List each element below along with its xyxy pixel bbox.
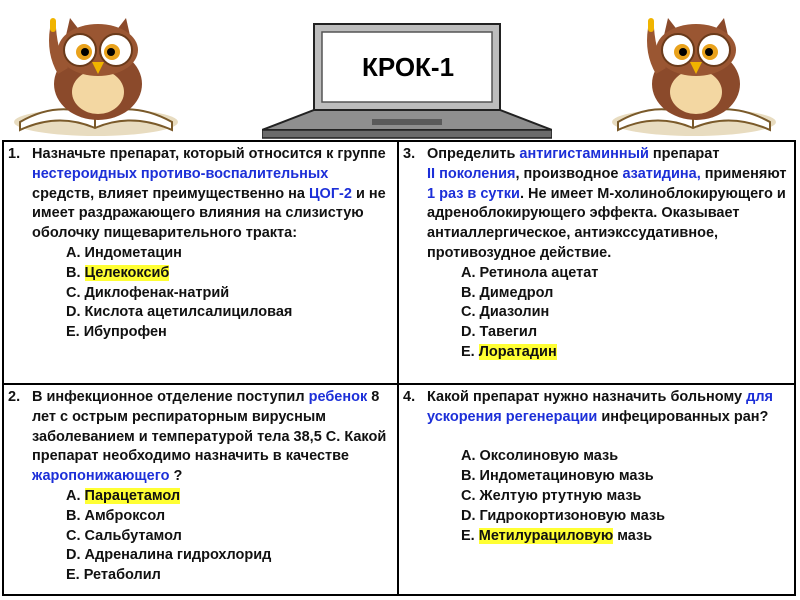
question-card-3 [399, 142, 794, 385]
answer-option[interactable]: C. Диклофенак-натрий [66, 284, 230, 301]
answer-options [66, 487, 391, 586]
answer-option[interactable]: C. Сальбутамол [66, 527, 182, 544]
answer-option[interactable]: D. Гидрокортизоновую мазь [461, 507, 666, 524]
answer-option[interactable]: C. Желтую ртутную мазь [461, 487, 642, 504]
page-title: КРОК-1 [361, 52, 455, 82]
answer-options [66, 244, 391, 343]
answer-option-correct[interactable]: B. Целекоксиб [66, 264, 170, 281]
question-text: Какой препарат нужно назначить больному для ускорения регенерации инфецированных ран? [427, 389, 773, 425]
answer-option-correct[interactable]: E. Метилурациловую мазь [461, 527, 653, 544]
answer-option[interactable]: B. Димедрол [461, 284, 554, 301]
answer-option-correct[interactable]: E. Лоратадин [461, 343, 557, 360]
question-number: 1. [8, 146, 21, 162]
question-number: 3. [403, 146, 416, 162]
answer-option[interactable]: A. Ретинола ацетат [461, 264, 599, 281]
question-card-1 [4, 142, 399, 385]
question-number: 2. [8, 389, 21, 405]
answer-option[interactable]: E. Ретаболил [66, 567, 161, 584]
owl-reading-book-illustration-right [604, 4, 782, 138]
answer-option[interactable]: E. Ибупрофен [66, 324, 167, 341]
answer-option-correct[interactable]: A. Парацетамол [66, 487, 181, 504]
answer-option[interactable]: A. Индометацин [66, 244, 182, 261]
answer-option[interactable]: A. Оксолиновую мазь [461, 448, 619, 465]
answer-option[interactable]: D. Кислота ацетилсалициловая [66, 304, 293, 321]
answer-option[interactable]: D. Тавегил [461, 324, 538, 341]
question-number: 4. [403, 389, 416, 405]
questions-table [2, 140, 796, 596]
question-text: Определить антигистаминный препарат II поколения, производное азатидина, применяют 1 раз в сутки. Не имеет М-холиноблокирующего и адреноблокирующего эффекта. Оказывает антиаллергическое, антиэкссудативное, противозудное действие. [427, 146, 787, 261]
question-text: Назначьте препарат, который относится к группе нестероидных противо-воспалительных средств, влияет преимущественно на ЦОГ-2 и не имеет раздражающего влияния на слизистую оболочку пищеварительного тракта: [32, 146, 386, 242]
question-text: В инфекционное отделение поступил ребенок 8 лет с острым респираторным вирусным заболеванием и температурой тела 38,5 С. Какой препарат необходимо назначить в качестве жаропонижающего ? [32, 389, 387, 485]
answer-option[interactable]: B. Амброксол [66, 507, 166, 524]
answer-options [461, 447, 788, 546]
question-card-4 [399, 385, 794, 594]
answer-option[interactable]: C. Диазолин [461, 304, 550, 321]
answer-options [461, 264, 788, 363]
answer-option[interactable]: D. Адреналина гидрохлорид [66, 547, 272, 564]
question-card-2 [4, 385, 399, 594]
owl-reading-book-illustration [6, 4, 184, 138]
answer-option[interactable]: B. Индометациновую мазь [461, 468, 654, 485]
